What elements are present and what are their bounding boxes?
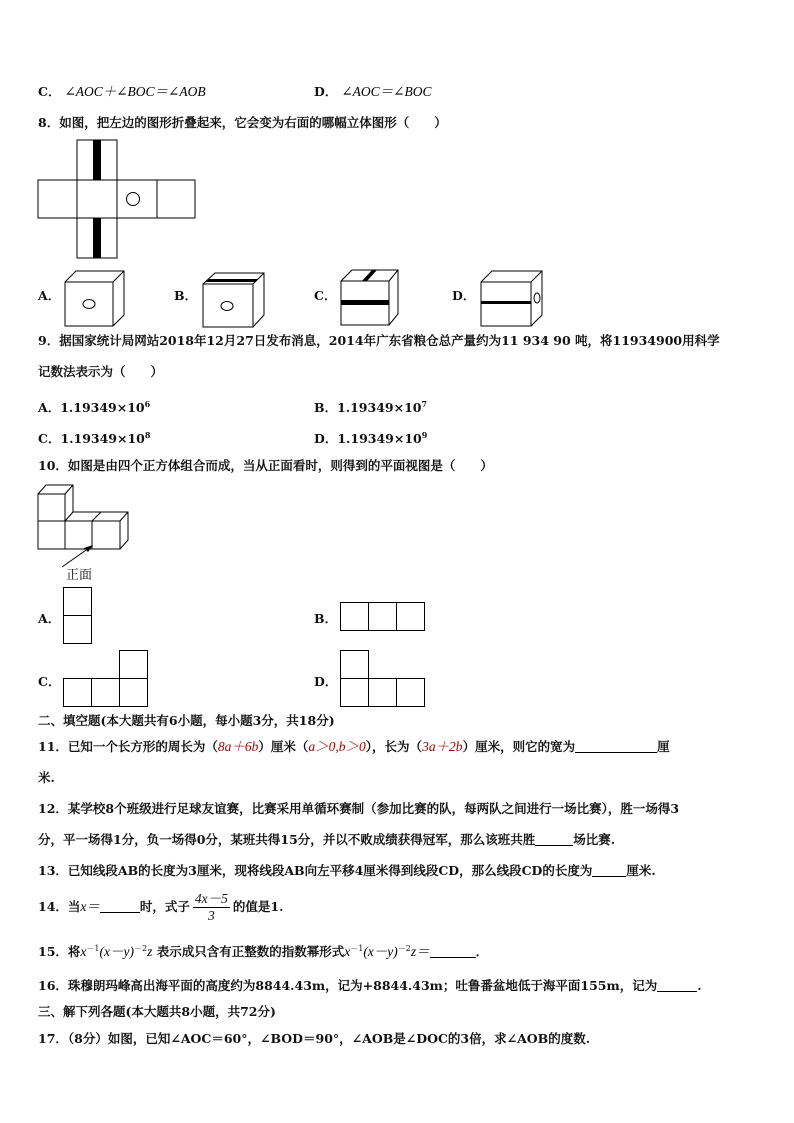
q10-option-a-view	[63, 587, 93, 645]
option-text: B．1.19349×10	[314, 400, 422, 415]
q9-stem-line1: 9．据国家统计局网站2018年12月27日发布消息，2014年广东省粮仓总产量约为11 934 90 吨，将11934900用科学	[38, 333, 720, 348]
q10-option-d-label: D．	[314, 674, 338, 689]
answer-blank[interactable]	[535, 832, 573, 846]
q17-line: 17．（8分）如图，已知∠AOC＝60°，∠BOD＝90°，∠AOB是∠DOC的3倍，求∠AOB的度数.	[38, 1031, 591, 1046]
q9-option-c	[38, 426, 150, 448]
q10-option-a-label: A．	[38, 611, 61, 626]
option-exponent: 7	[421, 399, 428, 409]
math: (x－y)	[99, 944, 134, 959]
q9-option-d	[314, 426, 427, 448]
text: 分，平一场得1分，负一场得0分，某班共得15分，并以不败成绩获得冠军，那么该班共胜	[38, 832, 536, 847]
answer-blank[interactable]	[592, 863, 626, 877]
option-text: A．1.19349×10	[38, 400, 145, 415]
q8-option-b-label: B．	[174, 288, 198, 303]
q8-stem: 8．如图，把左边的图形折叠起来，它会变为右面的哪幅立体图形（ ）	[38, 115, 447, 130]
q7-option-c	[38, 83, 206, 101]
q8-option-c-cube	[340, 269, 400, 327]
option-exponent: 9	[421, 430, 428, 440]
math: 3a＋2b	[422, 739, 463, 754]
answer-blank[interactable]	[100, 899, 140, 913]
text: ），长为（	[365, 739, 423, 754]
fraction	[193, 891, 230, 924]
q10-option-b-view	[340, 602, 426, 632]
exponent: －2	[133, 944, 148, 953]
q15-line	[38, 940, 488, 961]
exponent: －1	[350, 944, 364, 953]
text: .	[697, 978, 702, 993]
math: x	[80, 944, 87, 959]
q8-net-figure	[37, 140, 197, 260]
option-math: ∠AOC＋∠BOC＝∠AOB	[64, 84, 206, 99]
text: 16．珠穆朗玛峰高出海平面的高度约为8844.43m，记为+8844.43m；吐鲁番盆地低于海平面155m，记为	[38, 978, 658, 993]
text: 表示成只含有正整数的指数幂形式	[156, 944, 345, 959]
text: 13．已知线段AB的长度为3厘米，现将线段AB向左平移4厘米得到线段CD，那么线段CD的长度为	[38, 863, 593, 878]
q8-option-d-cube	[480, 270, 544, 328]
text: 厘	[657, 739, 670, 754]
text: ）厘米（	[258, 739, 309, 754]
text: 14．当	[38, 899, 81, 914]
q9-option-b	[314, 395, 427, 417]
math: a＞0,b＞0	[308, 739, 366, 754]
section-2-heading: 二、填空题(本大题共有6小题，每小题3分，共18分)	[38, 713, 335, 728]
option-text: C．1.19349×10	[38, 431, 145, 446]
math: z	[147, 944, 153, 959]
q11-line2: 米.	[38, 770, 55, 785]
q12-line1: 12．某学校8个班级进行足球友谊赛，比赛采用单循环赛制（参加比赛的队，每两队之间进行一场比赛），胜一场得3	[38, 801, 680, 816]
math: 8a＋6b	[217, 739, 259, 754]
q8-option-a-cube	[64, 270, 126, 328]
math: x	[344, 944, 351, 959]
q9-option-a	[38, 395, 150, 417]
q10-option-c-view	[63, 650, 149, 708]
math: z＝	[410, 944, 430, 959]
q12-line2	[38, 831, 615, 849]
section-3-heading: 三、解下列各题(本大题共8小题，共72分)	[38, 1004, 276, 1019]
q10-option-c-label: C．	[38, 674, 61, 689]
q10-stem: 10．如图是由四个正方体组合而成，当从正面看时，则得到的平面视图是（ ）	[38, 458, 493, 473]
q8-option-a-label: A．	[38, 288, 61, 303]
q16-line	[38, 977, 702, 995]
math: (x－y)	[363, 944, 398, 959]
text: 的值是1.	[232, 899, 284, 914]
text: 场比赛.	[573, 832, 616, 847]
q9-stem-line2: 记数法表示为（ ）	[38, 364, 164, 379]
option-exponent: 8	[144, 430, 151, 440]
answer-blank[interactable]	[575, 739, 657, 753]
q8-option-c-label: C．	[314, 288, 337, 303]
option-label: C．	[38, 84, 61, 99]
q8-option-d-label: D．	[452, 288, 476, 303]
answer-blank[interactable]	[657, 978, 697, 992]
q8-option-b-cube	[202, 272, 266, 328]
denominator: 3	[208, 908, 215, 923]
q10-option-b-label: B．	[314, 611, 338, 626]
exponent: －1	[86, 944, 100, 953]
q10-option-d-view	[340, 650, 426, 708]
math: x＝	[80, 899, 100, 914]
front-label: 正面	[66, 568, 93, 583]
option-label: D．	[314, 84, 338, 99]
text: ．	[475, 944, 489, 959]
option-exponent: 6	[144, 399, 151, 409]
text: 11．已知一个长方形的周长为（	[38, 739, 218, 754]
text: 15．将	[38, 944, 81, 959]
exponent: －2	[397, 944, 411, 953]
option-text: D．1.19349×10	[314, 431, 422, 446]
text: 时，式子	[139, 899, 190, 914]
q13-line	[38, 862, 656, 880]
text: 厘米.	[626, 863, 656, 878]
option-math: ∠AOC＝∠BOC	[341, 84, 432, 99]
q14-line	[38, 888, 283, 926]
q11-line1	[38, 738, 670, 756]
numerator: 4x－5	[194, 891, 228, 906]
q7-option-d	[314, 83, 431, 101]
answer-blank[interactable]	[430, 944, 476, 958]
text: ）厘米，则它的宽为	[462, 739, 576, 754]
